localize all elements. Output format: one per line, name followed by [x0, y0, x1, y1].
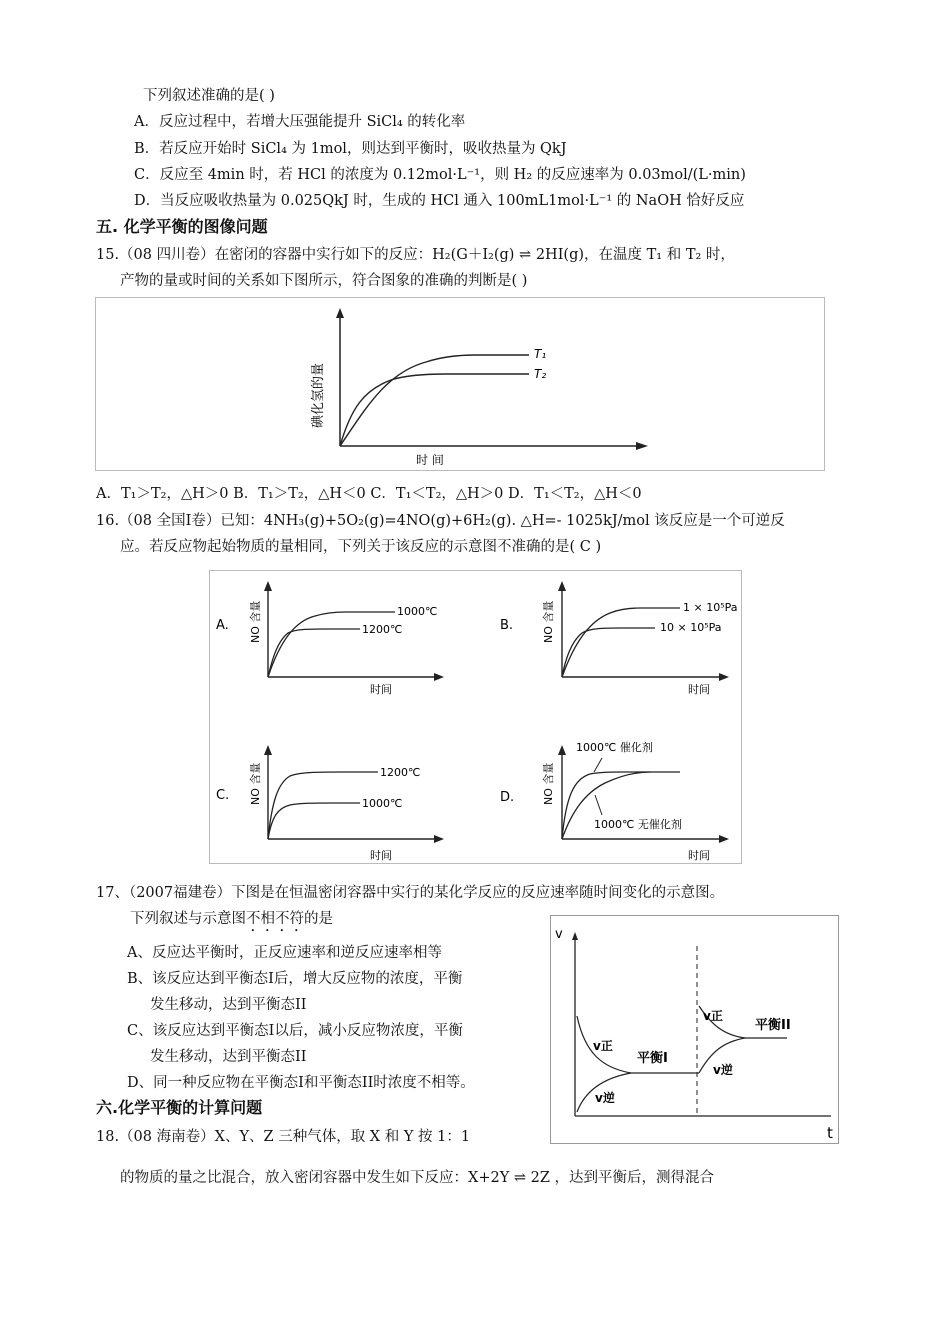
q14-option-d: D．当反应吸收热量为 0.025QkJ 时，生成的 HCl 通入 100mL1mol·L⁻¹ 的 NaOH 恰好反应 [134, 193, 745, 209]
panel-b-label-lo: 10 × 10⁵Pa [660, 621, 722, 634]
q14-option-b: B．若反应开始时 SiCl₄ 为 1mol，则达到平衡时，吸收热量为 QkJ [134, 141, 567, 157]
panel-a-letter: A. [216, 618, 229, 633]
q17-figure [550, 915, 839, 1144]
panel-a [216, 581, 444, 696]
v-label: v [555, 927, 563, 942]
section-5-title: 五. 化学平衡的图像问题 [96, 217, 268, 236]
panel-b-curve-10e5 [562, 628, 655, 677]
q16-charts [210, 571, 741, 863]
panel-d-label-no-catalyst: 1000℃ 无催化剂 [594, 818, 682, 831]
panel-c-label-hi: 1200℃ [380, 766, 421, 779]
q17-option-a: A、反应达平衡时，正反应速率和逆反应速率相等 [127, 945, 442, 961]
q17-option-d: D、同一种反应物在平衡态I和平衡态II时浓度不相等。 [127, 1075, 475, 1091]
panel-c-ylabel: NO 含量 [249, 762, 262, 805]
q14-stem: 下列叙述准确的是( ) [143, 88, 275, 104]
label-eq1: 平衡I [637, 1051, 668, 1066]
q14-option-c: C．反应至 4min 时，若 HCl 的浓度为 0.12mol·L⁻¹，则 H₂ 的反应速率为 0.03mol/(L·min) [134, 167, 746, 183]
q16-stem-line1: 16.（08 全国Ⅰ卷）已知：4NH₃(g)+5O₂(g)=4NO(g)+6H₂(g). △H=- 1025kJ/mol 该反应是一个可逆反 [96, 513, 785, 529]
q15-options: A．T₁＞T₂，△H＞0 B．T₁＞T₂，△H＜0 C．T₁＜T₂，△H＞0 D．T₁＜T₂，△H＜0 [96, 486, 642, 502]
panel-c-letter: C. [216, 788, 230, 803]
panel-d-letter: D. [500, 790, 515, 805]
q15-figure [95, 297, 825, 471]
panel-a-label-lo: 1200℃ [362, 623, 403, 636]
panel-a-ylabel: NO 含量 [249, 600, 262, 643]
label-eq2: 平衡II [755, 1018, 791, 1033]
q17-option-b-line1: B、该反应达到平衡态I后，增大反应物的浓度，平衡 [127, 971, 463, 987]
label-v-reverse-1: v逆 [595, 1091, 615, 1105]
y-axis-label: 碘化氢的量 [311, 362, 326, 428]
x-axis-label: 时 间 [416, 453, 444, 467]
label-t2: T₂ [534, 367, 547, 381]
panel-a-label-hi: 1000℃ [397, 605, 438, 618]
q17-option-c-line1: C、该反应达到平衡态I以后，减小反应物浓度，平衡 [127, 1023, 463, 1039]
panel-b-ylabel: NO 含量 [542, 600, 555, 643]
panel-a-xlabel: 时间 [370, 683, 392, 696]
curve-t2 [340, 374, 529, 446]
panel-b-label-hi: 1 × 10⁵Pa [683, 601, 738, 614]
t-label: t [827, 1124, 833, 1142]
q17-option-c-line2: 发生移动，达到平衡态II [150, 1049, 307, 1065]
panel-c-xlabel: 时间 [370, 849, 392, 862]
x-axis-arrow [636, 442, 648, 450]
q16-stem-line2: 应。若反应物起始物质的量相同，下列关于该反应的示意图不准确的是( C ) [120, 539, 602, 555]
panel-b [500, 581, 738, 696]
q17-option-b-line2: 发生移动，达到平衡态II [150, 997, 307, 1013]
panel-c-label-lo: 1000℃ [362, 797, 403, 810]
q15-stem-line2: 产物的量或时间的关系如下图所示，符合图象的准确的判断是( ) [120, 273, 528, 289]
label-v-forward-1: v正 [593, 1039, 613, 1053]
curve-t1 [340, 355, 529, 446]
section-6-title: 六.化学平衡的计算问题 [96, 1098, 263, 1117]
label-v-reverse-2: v逆 [713, 1063, 733, 1077]
label-t1: T₁ [534, 347, 547, 361]
q18-stem-line2: 的物质的量之比混合，放入密闭容器中发生如下反应：X+2Y ⇌ 2Z ，达到平衡后，测得混合 [120, 1170, 715, 1186]
panel-b-curve-1e5 [562, 608, 680, 677]
panel-b-xlabel: 时间 [688, 683, 710, 696]
q17-chart [551, 916, 838, 1143]
q17-stem-line1: 17、（2007福建卷）下图是在恒温密闭容器中实行的某化学反应的反应速率随时间变化的示意图。 [96, 885, 725, 901]
q15-stem-line1: 15.（08 四川卷）在密闭的容器中实行如下的反应：H₂(G＋I₂(g) ⇌ 2HI(g)，在温度 T₁ 和 T₂ 时， [96, 247, 735, 263]
q14-option-a: A．反应过程中，若增大压强能提升 SiCl₄ 的转化率 [134, 114, 466, 130]
panel-a-curve-1000 [268, 612, 395, 677]
panel-d-xlabel: 时间 [688, 849, 710, 862]
panel-d [500, 740, 729, 862]
label-v-forward-2: v正 [703, 1009, 723, 1023]
q16-figure [209, 570, 742, 864]
q15-chart [96, 298, 824, 470]
panel-b-letter: B. [500, 618, 514, 633]
y-axis-arrow [336, 308, 344, 318]
panel-c [216, 745, 444, 862]
panel-c-curve-1000 [268, 803, 360, 839]
panel-d-label-catalyst: 1000℃ 催化剂 [576, 741, 653, 754]
panel-a-curve-1200 [268, 629, 360, 677]
panel-d-ylabel: NO 含量 [542, 762, 555, 805]
q17-stem-line2: 下列叙述与示意图不相不符的是 [130, 911, 333, 927]
q18-stem-line1: 18.（08 海南卷）X、Y、Z 三种气体，取 X 和 Y 按 1：1 [96, 1129, 471, 1145]
